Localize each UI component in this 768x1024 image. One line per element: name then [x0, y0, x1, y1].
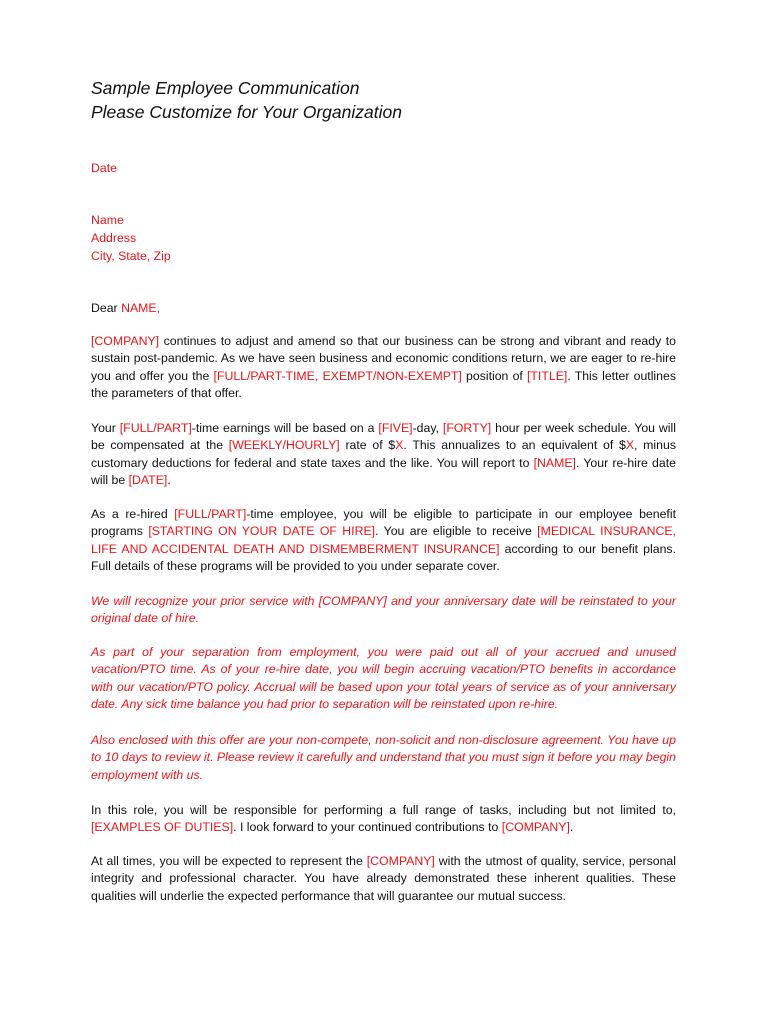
text-run: -day, [412, 421, 443, 435]
paragraph-benefits [91, 506, 676, 576]
text-run: , minus customary deductions for federal and state taxes and the like. You will report to [91, 438, 676, 470]
recipient-street: Address [91, 231, 137, 245]
placeholder-company: [COMPANY] [366, 854, 435, 868]
placeholder-hours: [FORTY] [442, 421, 492, 435]
placeholder-company: [COMPANY] [501, 820, 570, 835]
recipient-name: Name [91, 213, 124, 227]
text-run: with the utmost of quality, service, personal integrity and professional character. You have already demonstrated these inherent qualities. These qualities will underlie the expected performance that will guarantee our mutual success. [91, 854, 677, 903]
paragraph-expectations [91, 853, 676, 905]
paragraph-compensation [91, 420, 676, 490]
text-run: . Your re-hire date will be [91, 455, 676, 488]
text-run: position of [461, 368, 527, 383]
text-run: As a re-hired [91, 507, 175, 521]
paragraph-duties [91, 802, 676, 837]
placeholder-pay-period: [WEEKLY/HOURLY] [228, 438, 340, 453]
heading-line-2: Please Customize for Your Organization [91, 102, 402, 122]
placeholder-manager: [NAME] [533, 455, 576, 470]
text-run: according to our benefit plans. Full details of these programs will be provided to you under separate cover. [91, 541, 676, 574]
placeholder-insurance: [MEDICAL INSURANCE, LIFE AND ACCIDENTAL DEATH AND DISMEMBERMENT INSURANCE] [91, 524, 676, 556]
text-run: Your [91, 421, 120, 435]
paragraph-agreements: Also enclosed with this offer are your non-compete, non-solicit and non-disclosure agreement. You have up to 10 days to review it. Please review it carefully and understand that you must sign it before you may begin employment with us. [91, 733, 676, 782]
text-run: continues to adjust and amend so that our business can be strong and vibrant and ready to sustain post-pandemic. As we have seen business and economic conditions return, we are eager to re-hire you and offer you the [91, 334, 676, 383]
placeholder-title: [TITLE] [527, 368, 568, 383]
letter-heading [91, 76, 402, 124]
heading-line-1: Sample Employee Communication [91, 78, 360, 98]
text-run: At all times, you will be expected to represent the [91, 854, 367, 868]
text-run: . I look forward to your continued contributions to [233, 820, 502, 835]
paragraph-prior-service: We will recognize your prior service with [COMPANY] and your anniversary date will be reinstated to your original date of hire. [91, 594, 676, 626]
paragraph-intro [91, 333, 676, 403]
placeholder-start: [STARTING ON YOUR DATE OF HIRE] [148, 524, 376, 539]
placeholder-days: [FIVE] [378, 421, 413, 435]
text-run: -time employee, you will be eligible to participate in our employee benefit programs [91, 507, 676, 539]
salutation [91, 299, 676, 317]
text-run: . You are eligible to receive [375, 524, 538, 539]
text-run: hour per week schedule. You will be compensated at the [91, 421, 677, 453]
placeholder-date: [DATE] [128, 473, 168, 488]
recipient-address [91, 211, 676, 265]
recipient-city-state-zip: City, State, Zip [91, 249, 171, 263]
text-run: -time earnings will be based on a [191, 421, 379, 435]
salutation-name: NAME, [121, 301, 161, 315]
placeholder-company: [COMPANY] [91, 334, 160, 348]
text-run: . This annualizes to an equivalent of $ [403, 438, 626, 453]
placeholder-annual: X [625, 438, 635, 453]
salutation-dear: Dear [91, 301, 122, 315]
text-run: rate of $ [339, 438, 396, 453]
text-run: . [167, 473, 171, 488]
placeholder-rate: X [395, 438, 404, 453]
paragraph-vacation-pto: As part of your separation from employment, you were paid out all of your accrued and unused vacation/PTO time. As of your re-hire date, you will begin accruing vacation/PTO benefits in accordance with our vacation/PTO policy. Accrual will be based upon your total years of service as of your anniversary date. Any sick time balance you had prior to separation will be reinstated upon re-hire. [91, 645, 676, 712]
date-field: Date [91, 161, 117, 175]
text-run: . This letter outlines the parameters of that offer. [91, 368, 676, 401]
text-run: . [569, 820, 574, 835]
placeholder-duties: [EXAMPLES OF DUTIES] [91, 820, 234, 835]
text-run: In this role, you will be responsible for performing a full range of tasks, including but not limited to, [91, 803, 676, 817]
placeholder-full-part: [FULL/PART] [174, 507, 247, 521]
placeholder-position-type: [FULL/PART-TIME, EXEMPT/NON-EXEMPT] [213, 368, 462, 383]
placeholder-full-part: [FULL/PART] [119, 421, 192, 435]
